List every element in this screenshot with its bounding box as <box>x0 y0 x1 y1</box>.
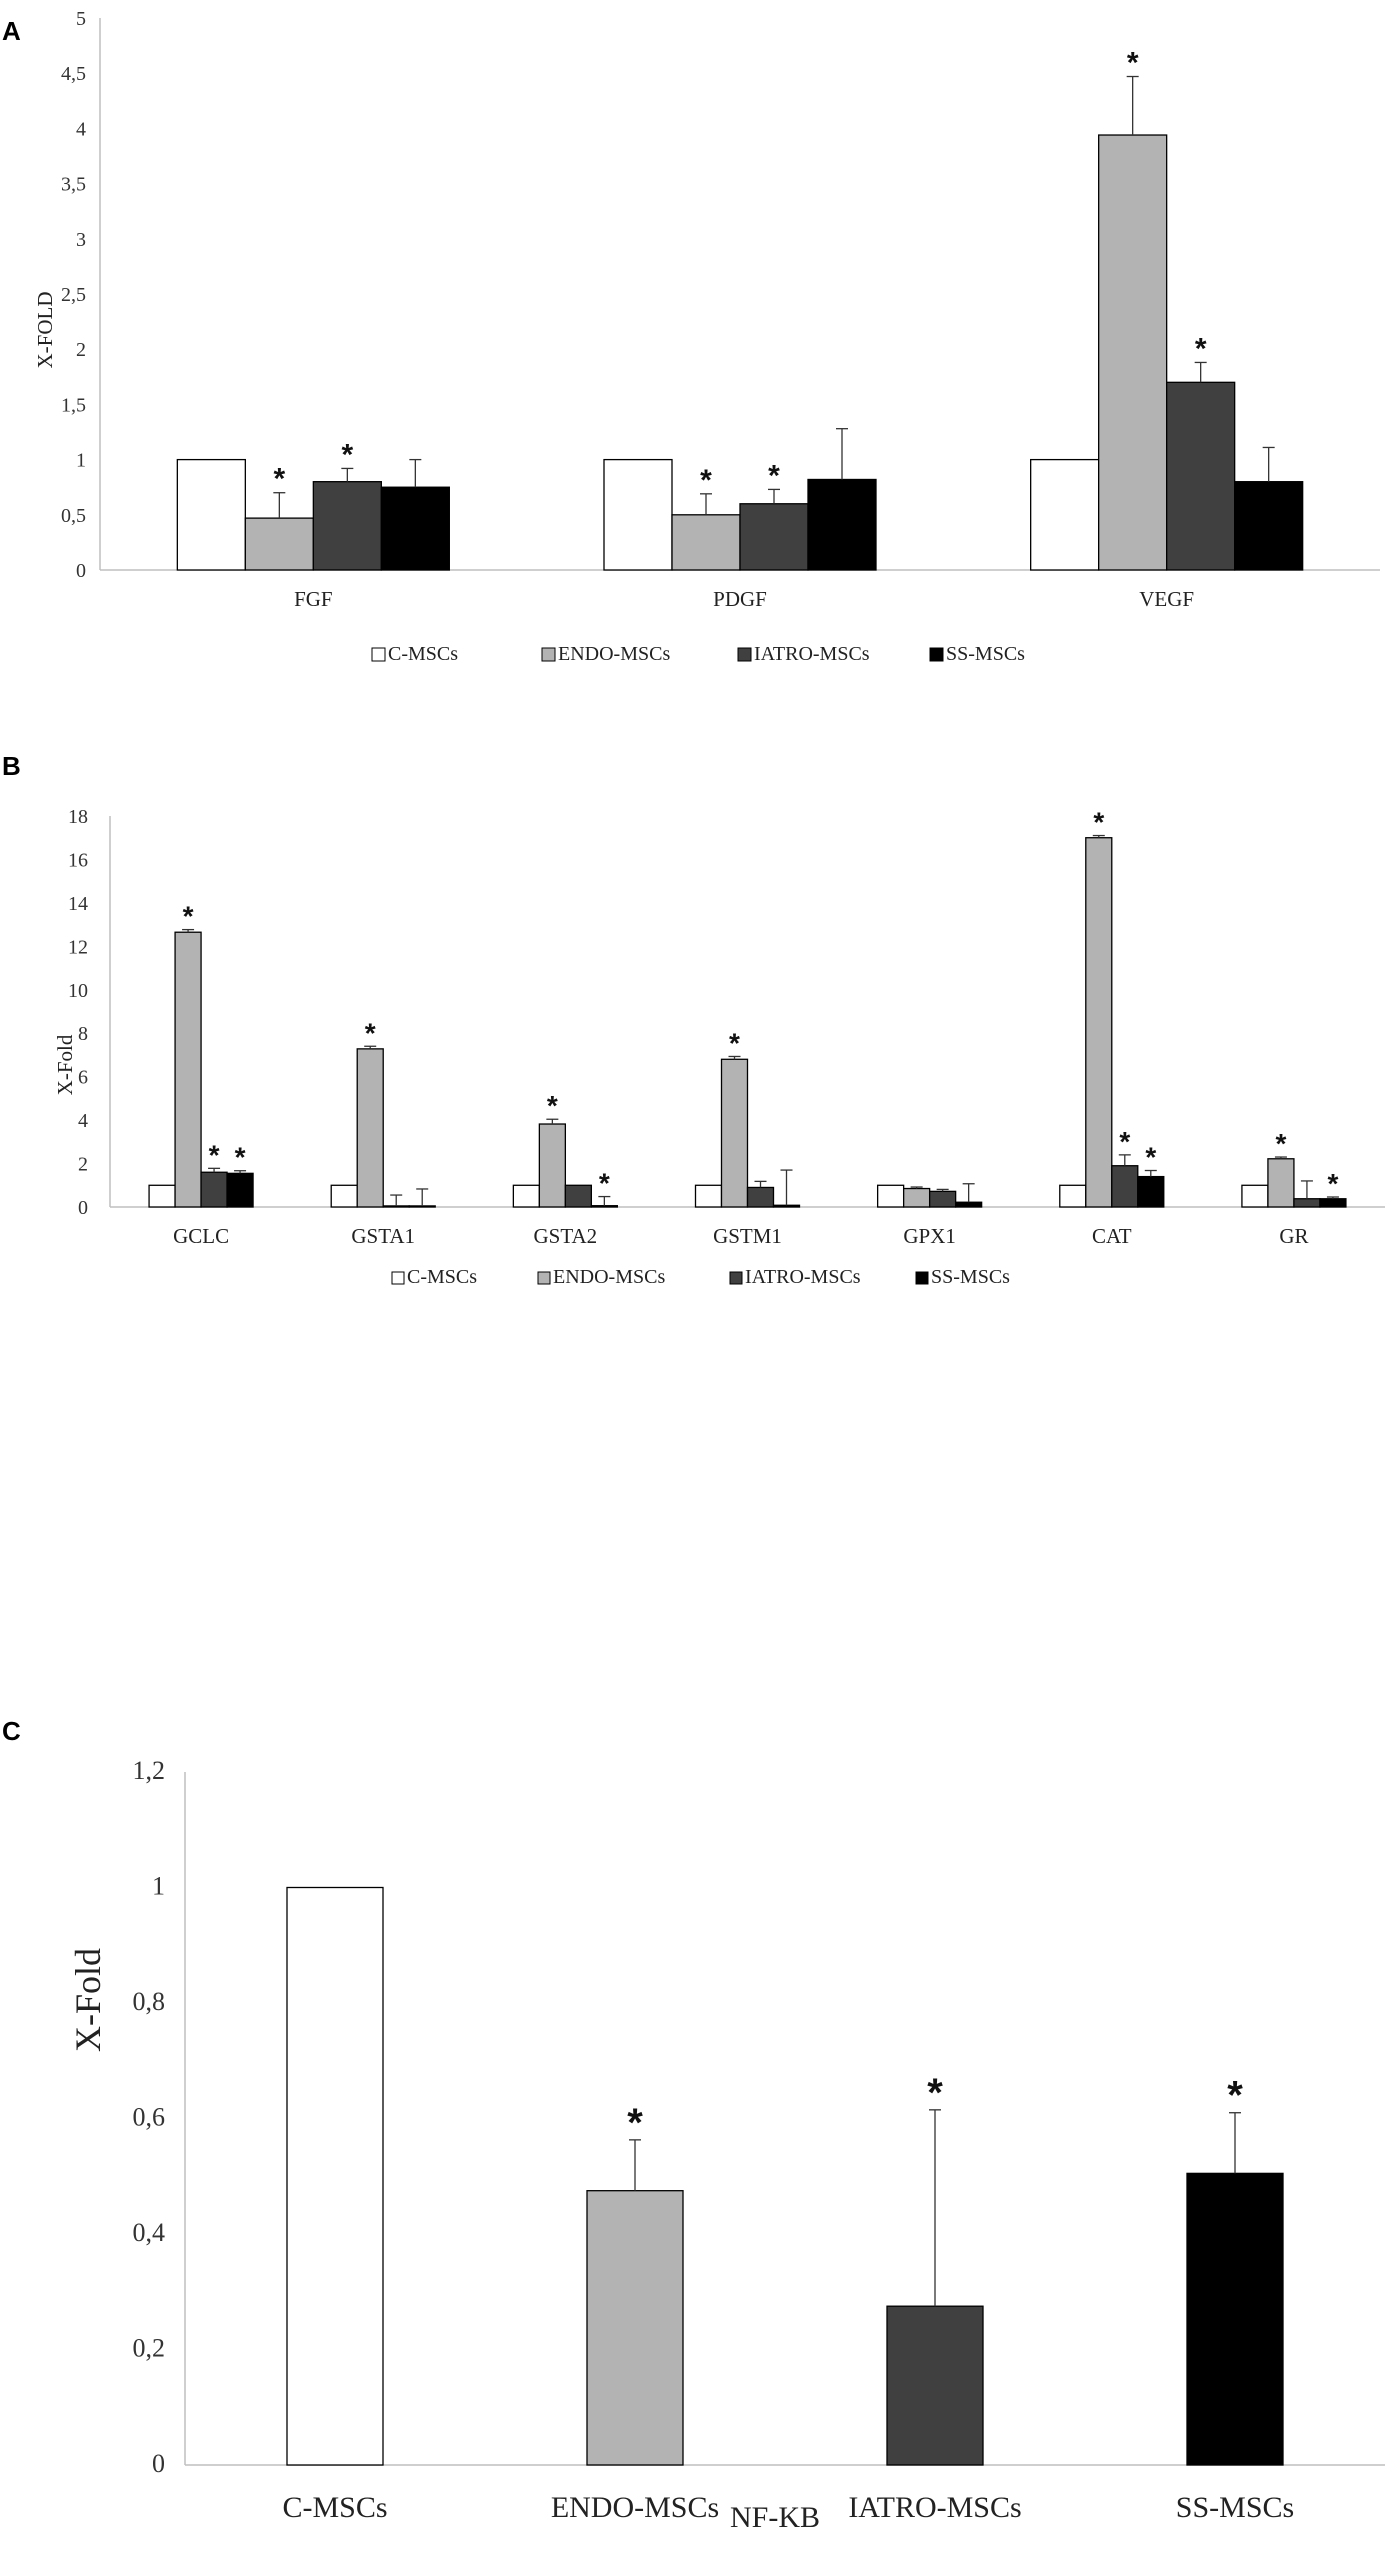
chart-a-bar-c-mscs-pdgf <box>604 460 672 570</box>
chart-c-xlabel: NF-KB <box>729 2501 821 2534</box>
chart-b-ytick-label: 0 <box>78 1197 88 1219</box>
chart-a-bar-ss-mscs-pdgf <box>808 479 876 570</box>
chart-a-ytick-label: 4,5 <box>61 63 86 86</box>
chart-b-category-label: GR <box>1279 1224 1309 1248</box>
chart-b-significance-star: * <box>1119 1125 1131 1157</box>
chart-a-ytick-label: 0 <box>76 560 86 582</box>
chart-c <box>133 1756 1386 2524</box>
chart-c-bar-ss-mscs-ss-mscs <box>1187 2173 1283 2465</box>
chart-b-bar-iatro-mscs-gsta1 <box>383 1206 409 1207</box>
chart-b-legend-label-iatro-mscs: IATRO-MSCs <box>745 1266 861 1288</box>
chart-a-bar-ss-mscs-vegf <box>1235 482 1303 570</box>
chart-b-bar-c-mscs-gsta1 <box>331 1185 357 1207</box>
panel-letter-b: B <box>2 751 21 781</box>
chart-a-ytick-label: 1 <box>76 449 86 472</box>
panel-letter-c: C <box>2 1716 21 1746</box>
chart-a-legend-swatch-ss-mscs <box>930 648 943 661</box>
chart-b-legend-label-endo-mscs: ENDO-MSCs <box>553 1266 666 1288</box>
chart-a-legend-label-endo-mscs: ENDO-MSCs <box>558 643 671 665</box>
chart-c-ytick-label: 0,6 <box>132 2102 165 2132</box>
chart-a-ytick-label: 0,5 <box>61 504 86 527</box>
chart-a-ylabel: X-FOLD <box>33 291 57 369</box>
chart-a-bar-ss-mscs-fgf <box>381 487 449 570</box>
chart-a-bar-c-mscs-vegf <box>1031 460 1099 570</box>
chart-c-bar-endo-mscs-endo-mscs <box>587 2191 683 2465</box>
chart-a-legend-label-c-mscs: C-MSCs <box>388 643 459 665</box>
chart-a-significance-star: * <box>273 462 286 496</box>
chart-a-significance-star: * <box>341 438 354 472</box>
chart-b-ytick-label: 18 <box>68 806 88 828</box>
chart-b-significance-star: * <box>364 1017 376 1049</box>
chart-b-significance-star: * <box>1093 806 1105 838</box>
chart-a-bar-c-mscs-fgf <box>177 460 245 570</box>
chart-b-bar-endo-mscs-gclc <box>175 932 201 1207</box>
chart-a-legend-swatch-c-mscs <box>372 648 385 661</box>
chart-b-ytick-label: 14 <box>68 892 88 915</box>
chart-b-significance-star: * <box>729 1027 740 1059</box>
chart-b-bar-iatro-mscs-gr <box>1294 1199 1320 1207</box>
chart-a-bar-endo-mscs-pdgf <box>672 515 740 570</box>
chart-a-ytick-label: 5 <box>76 8 86 30</box>
chart-a-ytick-label: 3,5 <box>61 173 86 196</box>
chart-a-legend-swatch-endo-mscs <box>542 648 555 661</box>
chart-b-ytick-label: 2 <box>78 1153 88 1176</box>
chart-c-category-label: SS-MSCs <box>1175 2491 1295 2524</box>
chart-b-bar-endo-mscs-gr <box>1268 1159 1294 1207</box>
chart-a-legend-label-iatro-mscs: IATRO-MSCs <box>754 643 870 665</box>
chart-a-significance-star: * <box>768 459 780 493</box>
chart-c-bar-iatro-mscs-iatro-mscs <box>887 2306 983 2465</box>
chart-a-legend-label-ss-mscs: SS-MSCs <box>946 643 1025 665</box>
chart-b-significance-star: * <box>182 900 194 932</box>
chart-b-category-label: GSTA2 <box>533 1224 598 1248</box>
chart-b-legend-label-c-mscs: C-MSCs <box>407 1266 478 1288</box>
chart-b-ytick-label: 8 <box>78 1023 88 1046</box>
chart-b-significance-star: * <box>1145 1141 1157 1173</box>
chart-a-ytick-label: 2 <box>76 339 86 362</box>
chart-b-category-label: GSTA1 <box>351 1224 416 1248</box>
chart-a-ytick-label: 1,5 <box>61 394 86 417</box>
chart-a-significance-star: * <box>1126 46 1139 80</box>
chart-b-significance-star: * <box>1327 1168 1339 1200</box>
chart-c-bar-c-mscs-c-mscs <box>287 1888 383 2466</box>
chart-b-bar-c-mscs-gstm1 <box>696 1185 722 1207</box>
chart-c-significance-star: * <box>927 2070 943 2115</box>
chart-b-bar-ss-mscs-gclc <box>227 1173 253 1207</box>
chart-b <box>68 806 1385 1288</box>
chart-b-bar-ss-mscs-gsta2 <box>591 1206 617 1207</box>
chart-b-category-label: GCLC <box>173 1224 230 1248</box>
chart-b-ytick-label: 4 <box>78 1110 88 1133</box>
chart-b-significance-star: * <box>546 1090 558 1122</box>
chart-b-bar-iatro-mscs-cat <box>1112 1166 1138 1207</box>
chart-b-bar-c-mscs-cat <box>1060 1185 1086 1207</box>
chart-a-bar-iatro-mscs-fgf <box>313 482 381 570</box>
chart-a-category-label: FGF <box>294 587 333 611</box>
chart-c-ytick-label: 0,2 <box>132 2333 165 2363</box>
chart-b-bar-endo-mscs-gsta1 <box>357 1049 383 1207</box>
chart-b-bar-ss-mscs-gsta1 <box>409 1206 435 1207</box>
chart-b-bar-iatro-mscs-gpx1 <box>930 1191 956 1207</box>
chart-a-significance-star: * <box>1194 332 1207 366</box>
panel-letter-a: A <box>2 16 21 46</box>
chart-b-significance-star: * <box>1275 1128 1287 1160</box>
chart-c-category-label: C-MSCs <box>282 2491 388 2524</box>
chart-b-ylabel: X-Fold <box>53 1034 77 1096</box>
chart-b-category-label: GPX1 <box>903 1224 956 1248</box>
chart-c-significance-star: * <box>627 2100 643 2145</box>
chart-c-ytick-label: 1 <box>152 1871 165 1901</box>
chart-a-ytick-label: 4 <box>76 118 86 141</box>
chart-a-category-label: VEGF <box>1139 587 1195 611</box>
chart-b-legend-label-ss-mscs: SS-MSCs <box>931 1266 1010 1288</box>
chart-c-significance-star: * <box>1227 2073 1243 2118</box>
chart-c-ytick-label: 1,2 <box>132 1756 165 1785</box>
chart-b-legend-swatch-ss-mscs <box>916 1272 928 1284</box>
chart-b-legend-swatch-c-mscs <box>392 1272 404 1284</box>
chart-c-category-label: IATRO-MSCs <box>848 2491 1022 2524</box>
chart-a-category-label: PDGF <box>713 587 767 611</box>
chart-c-ylabel: X-Fold <box>68 1947 108 2053</box>
chart-b-significance-star: * <box>598 1167 610 1199</box>
chart-b-ytick-label: 10 <box>68 979 88 1002</box>
chart-b-bar-ss-mscs-gr <box>1320 1199 1346 1207</box>
chart-c-ytick-label: 0 <box>152 2449 165 2478</box>
chart-b-bar-ss-mscs-gpx1 <box>956 1202 982 1207</box>
chart-b-significance-star: * <box>234 1141 246 1173</box>
chart-b-bar-endo-mscs-gstm1 <box>722 1059 748 1207</box>
chart-a-bar-endo-mscs-fgf <box>245 518 313 570</box>
chart-a-ytick-label: 2,5 <box>61 284 86 306</box>
chart-b-bar-iatro-mscs-gclc <box>201 1172 227 1207</box>
chart-a-bar-iatro-mscs-pdgf <box>740 504 808 570</box>
chart-b-category-label: CAT <box>1091 1224 1132 1248</box>
chart-b-category-label: GSTM1 <box>713 1224 782 1248</box>
chart-a-significance-star: * <box>700 463 712 497</box>
chart-c-category-label: ENDO-MSCs <box>550 2491 720 2524</box>
chart-b-bar-c-mscs-gr <box>1242 1185 1268 1207</box>
chart-c-ytick-label: 0,8 <box>132 1987 165 2016</box>
chart-b-ytick-label: 16 <box>68 849 88 872</box>
chart-c-ytick-label: 0,4 <box>132 2218 165 2247</box>
chart-b-bar-iatro-mscs-gstm1 <box>748 1187 774 1207</box>
chart-b-bar-c-mscs-gclc <box>149 1185 175 1207</box>
chart-b-legend-swatch-endo-mscs <box>538 1272 550 1284</box>
chart-a-legend-swatch-iatro-mscs <box>738 648 751 661</box>
chart-b-bar-endo-mscs-cat <box>1086 838 1112 1207</box>
chart-b-legend-swatch-iatro-mscs <box>730 1272 742 1284</box>
chart-b-ytick-label: 12 <box>68 936 88 959</box>
chart-b-ytick-label: 6 <box>78 1066 88 1089</box>
chart-a-ytick-label: 3 <box>76 228 86 251</box>
chart-b-bar-c-mscs-gsta2 <box>513 1185 539 1207</box>
chart-a <box>61 8 1380 665</box>
chart-b-bar-iatro-mscs-gsta2 <box>565 1185 591 1207</box>
chart-a-bar-iatro-mscs-vegf <box>1167 382 1235 570</box>
chart-b-significance-star: * <box>208 1139 220 1171</box>
chart-b-bar-c-mscs-gpx1 <box>878 1185 904 1207</box>
chart-a-bar-endo-mscs-vegf <box>1099 135 1167 570</box>
chart-b-bar-endo-mscs-gsta2 <box>539 1124 565 1207</box>
chart-b-bar-endo-mscs-gpx1 <box>904 1189 930 1207</box>
chart-b-bar-ss-mscs-gstm1 <box>774 1205 800 1207</box>
chart-b-bar-ss-mscs-cat <box>1138 1177 1164 1207</box>
